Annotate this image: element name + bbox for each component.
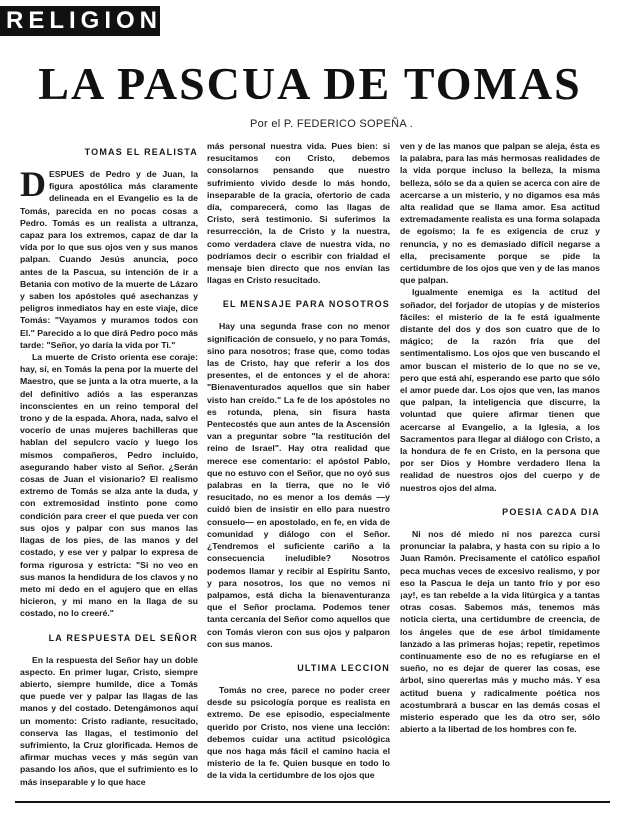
paragraph: Ni nos dé miedo ni nos parezca cursi pronunciar la palabra, y hasta con su ripio a lo Juan Ramón. Precisamente el católico español peca muchas veces de excesivo realismo, y por eso la Pascua le deja un tanto frío y por eso ¡ay!, es tan rebelde a la vida litúrgica y a tantas otras cosas. Sabemos más, tenemos más noticia cierta, una certidumbre de creencia, de los ángeles que de ese árbol tímidamente lanzado a las primeras hojas; repetir, repetimos continuamente eso de no es refugiarse en el sueño, no es dejar de querer las cosas, ese árbol, sino quererlas más y mucho más. Y esa actitud buena y radicalmente poética nos acostumbrará a buscar en las demás cosas el misterio esperado que les da otro ser, sólo abierto a la libertad de los hombres con fe. <box>400 528 600 735</box>
byline: Por el P. FEDERICO SOPEÑA . <box>250 118 414 130</box>
paragraph-text: ESPUES de Pedro y de Juan, la figura apostólica más claramente delineada en el Evangelio es la de Tomás, parecida en no pocas cosas a Pedro. Tomás es un realista a ultranza, capaz para los extremos, capaz de dar la vida por lo que sus ojos ven y sus manos palpan. Cuando Jesús anuncia, poco antes de la Pascua, su intención de ir a Betania con motivo de la muerte de Lázaro y saben los apóstoles qué asechanzas y peligros inmediatos hay en este viaje, dice Tomás: "Vayamos y muramos todos con El." Parecido a lo que dirá Pedro poco más tarde: "Señor, yo daría la vida por Ti." <box>20 169 198 350</box>
paragraph: Tomás no cree, parece no poder creer desde su psicología porque es realista en extremo. De ese episodio, especialmente querido por Cristo, nos viene una lección: debemos cuidar una actitud psicológica que nos haga más fácil el camino hacia el misterio de la fe. Quien busque en todo lo de la vida la certidumbre de los ojos que <box>207 684 390 781</box>
column-2 <box>207 140 390 782</box>
column-3 <box>400 140 600 735</box>
bottom-rule <box>15 801 610 803</box>
subheading-el-mensaje: EL MENSAJE PARA NOSOTROS <box>222 299 390 310</box>
subheading-ultima-leccion: ULTIMA LECCION <box>297 662 390 673</box>
paragraph: La muerte de Cristo orienta ese coraje: hay, sí, en Tomás la pena por la muerte del Maestro, que se junta a la otra muerte, a la del definitivo adiós a las esperanzas inconscientes en un reino temporal del trono y de la espada. Ahora, nada, salvo el vocerío de unas mujeres bachilleras que hablan del sepulcro vacío y luego los mismos compañeros, Pedro incluido, asegurando haber visto al Señor. ¿Serán cosas de Juan el visionario? El realismo extremo de Tomás se alza ante la duda, y con extremosidad instinto pone como condición para creer el que pueda ver con sus ojos y palpar con sus manos las llagas de los pies, de las manos y del costado, y ese ver y palpar lo expresa de forma rigurosa y estricta: "Si no veo en sus manos la hendidura de los clavos y no meto mi dedo en el agujero que en ellas hicieron, y mi mano en la llaga de su costado, no lo creeré." <box>20 352 198 619</box>
paragraph <box>20 164 198 351</box>
paragraph: Hay una segunda frase con no menor significación de consuelo, y no para Tomás, sino para nosotros; frase que, como todas las de Cristo, hay que referir a los dos presentes, el de entonces y el de ahora: "Bienaventurados aquellos que sin haber visto han creído." La fe de los apóstoles no es rotunda, plena, sin fisura hasta Pentecostés que aun antes de la Ascensión van a preguntar sobre "la restitución del reino de Israel". Hay otra realidad que merece ese comentario: el apóstol Pablo, que no estuvo con el Señor, que no oyó sus palabras en la tierra, que no le vió resucitado, no es menor a los demás —y cuidó bien de insistir en ello para nuestro consuelo— en apostolado, en fe, en vida de comunidad y diálogo con el Señor. ¿Tendremos el suficiente cariño a la consecuencia ineludible? Nosotros podemos llamar y recibir al Espíritu Santo, y para nosotros, los que no vemos ni palpamos, está dicha la bienaventuranza que el Señor proclama. Podemos tener tanta cercanía del Señor como aquellos que con Tomás vieron con sus ojos y palparon con sus manos. <box>207 321 390 649</box>
column-1 <box>20 146 198 788</box>
subheading-tomas-el-realista: TOMAS EL REALISTA <box>84 147 198 157</box>
paragraph: más personal nuestra vida. Pues bien: si resucitamos con Cristo, debemos consolarnos pensando que nuestro sufrimiento vivido desde lo más hondo, inseparable de la gracia, ofertorio de cada día, comparecerá, como las llagas de Cristo, será testimonio. Si suferimos la resurrección, la de Cristo y la nuestra, como verdadera clave de nuestra vida, no podríamos decir o escribir con frialdad el mensaje bien directo que nos envían las llagas en Cristo resucitado. <box>207 141 390 286</box>
subheading-la-respuesta: LA RESPUESTA DEL SEÑOR <box>48 632 198 643</box>
article-title: LA PASCUA DE TOMAS <box>38 58 582 109</box>
section-label: RELIGION <box>0 6 160 36</box>
paragraph: ven y de las manos que palpan se aleja, ésta es la palabra, para las más hermosas realidades de la vida porque incluso la belleza, la misma belleza, sólo se da a quien se acerca con aire de acercarse a un misterio, y no digamos esa más alta realidad que se llama amor. Esa actitud extremadamente realista es una forma solapada de egoísmo; la fe es exigencia de cruz y renuncia, y no es demasiado difícil negarse a ella, precisamente porque se pide la certidumbre de los ojos que ven y de las manos que palpan. <box>400 141 600 286</box>
paragraph: Igualmente enemiga es la actitud del soñador, del forjador de utopías y de misterios fáciles: el misterio de la fe está igualmente distante del dos y dos son cuatro que de lo mágico; de la razón fría que del sentimentalismo. Los ojos que ven buscando el amor buscan el misterio de lo que no se ve, pero que está ahí, esperando ese parto que sólo el amor puede dar. Los ojos que ven, las manos que palpan, la inteligencia que discurre, la voluntad que quiere afirmar tienen que acercarse al Evangelio, a la Iglesia, a los Sacramentos para llegar al diálogo con Cristo, a la hondura de fe en Cristo, en la persona que por ser Dios y Hombre verdadero llena la realidad de nuestros ojos del cuerpo y de nuestros ojos del alma. <box>400 287 600 493</box>
drop-cap: D <box>20 164 46 204</box>
subheading-poesia-cada-dia: POESIA CADA DIA <box>502 506 600 517</box>
paragraph: En la respuesta del Señor hay un doble aspecto. En primer lugar, Cristo, siempre abierto, siempre humilde, dice a Tomás que puede ver y palpar las llagas de las manos y del costado. Detengámonos aquí un momento: Cristo radiante, resucitado, conserva las llagas, el testimonio del sufrimiento, la Cruz glorificada. Hemos de afirmar muchas veces y más según van pasando los años, que el sufrimiento es lo más inseparable y lo que hace <box>20 654 198 787</box>
